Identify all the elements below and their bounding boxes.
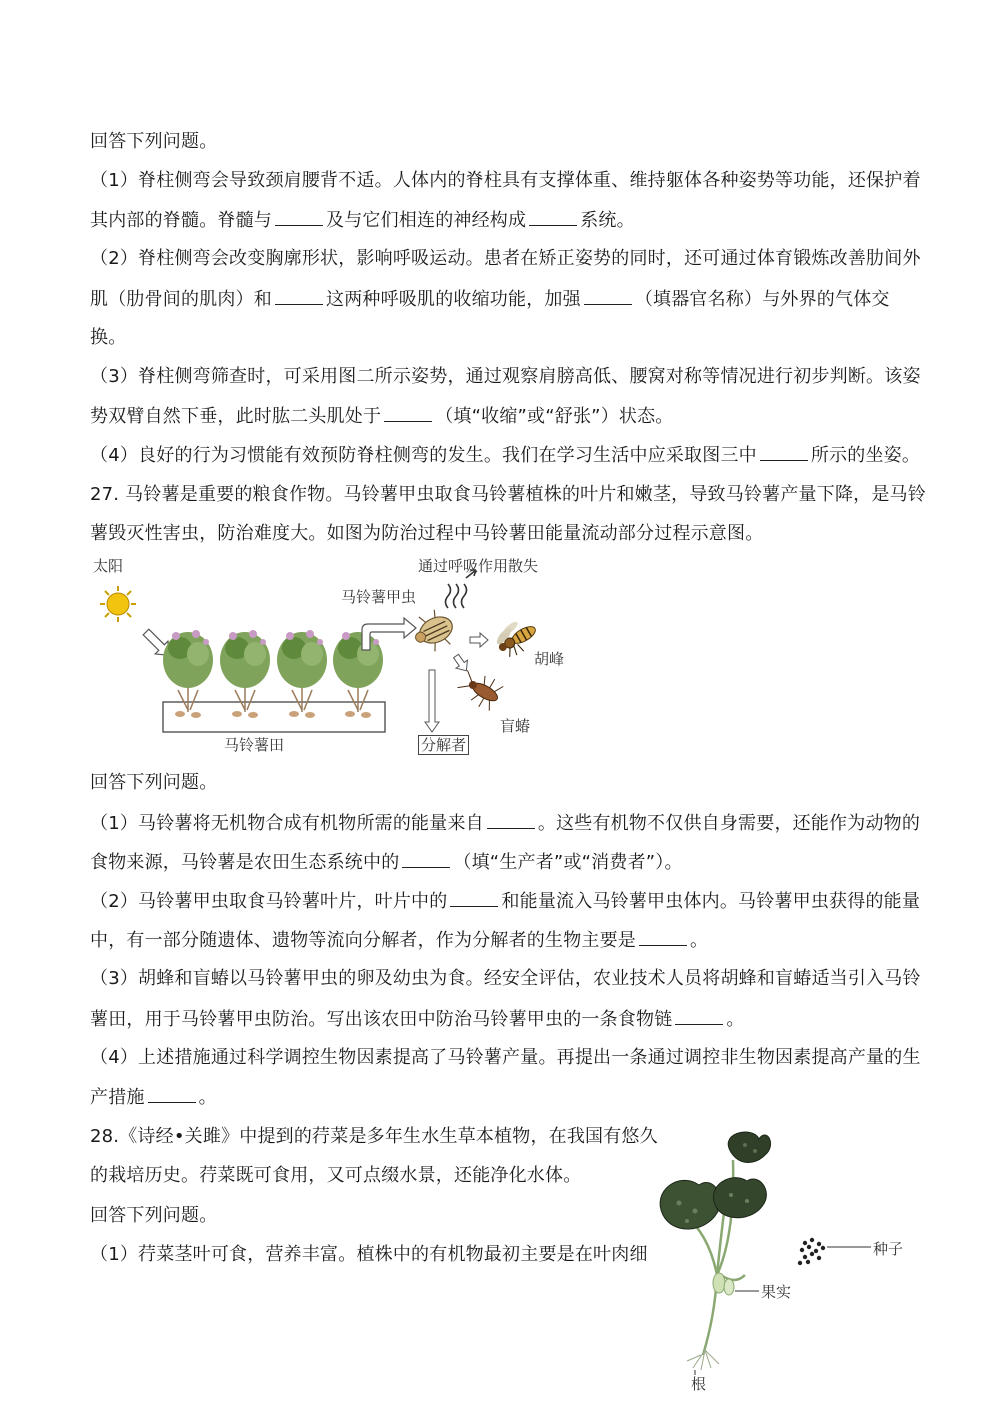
bug-label: 盲蝽 [500,717,531,735]
q26-p3-line1: （3）脊柱侧弯筛查时，可采用图二所示姿势，通过观察肩膀高低、腰窝对称等情况进行初步判断。该姿 [90,366,921,387]
root-label: 根 [691,1375,707,1393]
q28-p1: （1）荇菜茎叶可食，营养丰富。植株中的有机物最初主要是在叶肉细 [90,1244,648,1265]
q27-intro: 回答下列问题。 [90,772,218,793]
fruit-label: 果实 [761,1283,792,1301]
leaf-icon [728,1132,770,1162]
leaf-icon [660,1180,720,1229]
answer-blank[interactable] [450,890,498,907]
arrow-icon [470,633,488,647]
q27-p1-line2: 食物来源，马铃薯是农田生态系统中的 （填“生产者”或“消费者”）。 [90,852,683,873]
q28-intro: 回答下列问题。 [90,1205,218,1226]
answer-blank[interactable] [275,209,323,226]
q26-p4: （4）良好的行为习惯能有效预防脊柱侧弯的发生。我们在学习生活中应采取图三中 所示的坐姿。 [90,445,921,466]
q27-stem-line2: 薯毁灭性害虫，防治难度大。如图为防治过程中马铃薯田能量流动部分过程示意图。 [90,523,764,544]
answer-blank[interactable] [148,1086,196,1103]
q27-p2-line1: （2）马铃薯甲虫取食马铃薯叶片，叶片中的 和能量流入马铃薯甲虫体内。马铃薯甲虫获得的能量 [90,891,921,912]
energy-flow-drawing [88,552,588,762]
q26-p2-line2: 肌（肋骨间的肌肉）和 这两种呼吸肌的收缩功能，加强 （填器官名称）与外界的气体交 [90,289,890,310]
floating-heart-figure [655,1125,915,1395]
potato-plant-icon [333,630,383,718]
potato-plant-icon [163,630,213,718]
q27-p4-line1: （4）上述措施通过科学调控生物因素提高了马铃薯产量。再提出一条通过调控非生物因素提高产量的生 [90,1047,921,1068]
q27-p3-line1: （3）胡蜂和盲蝽以马铃薯甲虫的卵及幼虫为食。经安全评估，农业技术人员将胡蜂和盲蝽适当引入马铃 [90,968,921,989]
leaf-icon [713,1178,766,1218]
answer-blank[interactable] [675,1008,723,1025]
potato-beetle-icon [408,606,459,657]
beetle-label: 马铃薯甲虫 [341,588,417,606]
respiration-label: 通过呼吸作用散失 [418,557,539,575]
q27-p4-line2: 产措施 。 [90,1087,217,1108]
answer-blank[interactable] [639,929,687,946]
energy-flow-figure [88,552,588,762]
answer-blank[interactable] [402,851,450,868]
arrow-icon [362,618,416,650]
q27-p2-line2: 中，有一部分随遗体、遗物等流向分解者，作为分解者的生物主要是 。 [90,930,709,951]
answer-blank[interactable] [584,288,632,305]
seed-label: 种子 [873,1240,904,1258]
q26-p3-line2: 势双臂自然下垂，此时肱二头肌处于 （填“收缩”或“舒张”）状态。 [90,406,674,427]
field-label: 马铃薯田 [224,736,285,754]
potato-plant-icon [220,630,270,718]
seed-icon [798,1238,825,1265]
q27-stem-line1: 27. 马铃薯是重要的粮食作物。马铃薯甲虫取食马铃薯植株的叶片和嫩茎，导致马铃薯产量下降，是马铃 [90,484,926,505]
decomposer-box: 分解者 [418,735,469,755]
fruit-icon [713,1273,734,1295]
q28-stem-line2: 的栽培历史。荇菜既可食用，又可点缀水景，还能净化水体。 [90,1165,582,1186]
q26-p2-line3: 换。 [90,327,127,348]
answer-blank[interactable] [760,444,808,461]
answer-blank[interactable] [487,812,535,829]
q27-p1-line1: （1）马铃薯将无机物合成有机物所需的能量来自 。这些有机物不仅供自身需要，还能作为动物的 [90,813,921,834]
answer-blank[interactable] [275,288,323,305]
answer-blank[interactable] [529,209,577,226]
arrow-icon [450,652,472,675]
q26-p1-line2: 其内部的脊髓。脊髓与 及与它们相连的神经构成 系统。 [90,210,635,231]
arrow-icon [425,670,439,732]
q26-p1-line1: （1）脊柱侧弯会导致颈肩腰背不适。人体内的脊柱具有支撑体重、维持躯体各种姿势等功能，还保护着 [90,170,921,191]
q28-stem-line1: 28.《诗经•关雎》中提到的荇菜是多年生水生草本植物，在我国有悠久 [90,1126,658,1147]
sun-label: 太阳 [93,557,124,575]
wasp-label: 胡峰 [534,650,565,668]
floating-heart-drawing [655,1125,915,1395]
answer-blank[interactable] [384,405,432,422]
wasp-icon [490,613,542,661]
q26-intro: 回答下列问题。 [90,131,218,152]
potato-plant-icon [277,630,327,718]
sun-icon [100,586,136,622]
root-icon [687,1350,719,1370]
heat-loss-icon [446,570,477,608]
q26-p2-line1: （2）脊柱侧弯会改变胸廓形状，影响呼吸运动。患者在矫正姿势的同时，还可通过体育锻炼改善肋间外 [90,248,921,269]
q27-p3-line2: 薯田，用于马铃薯甲虫防治。写出该农田中防治马铃薯甲虫的一条食物链 。 [90,1009,745,1030]
mirid-bug-icon [454,665,505,713]
